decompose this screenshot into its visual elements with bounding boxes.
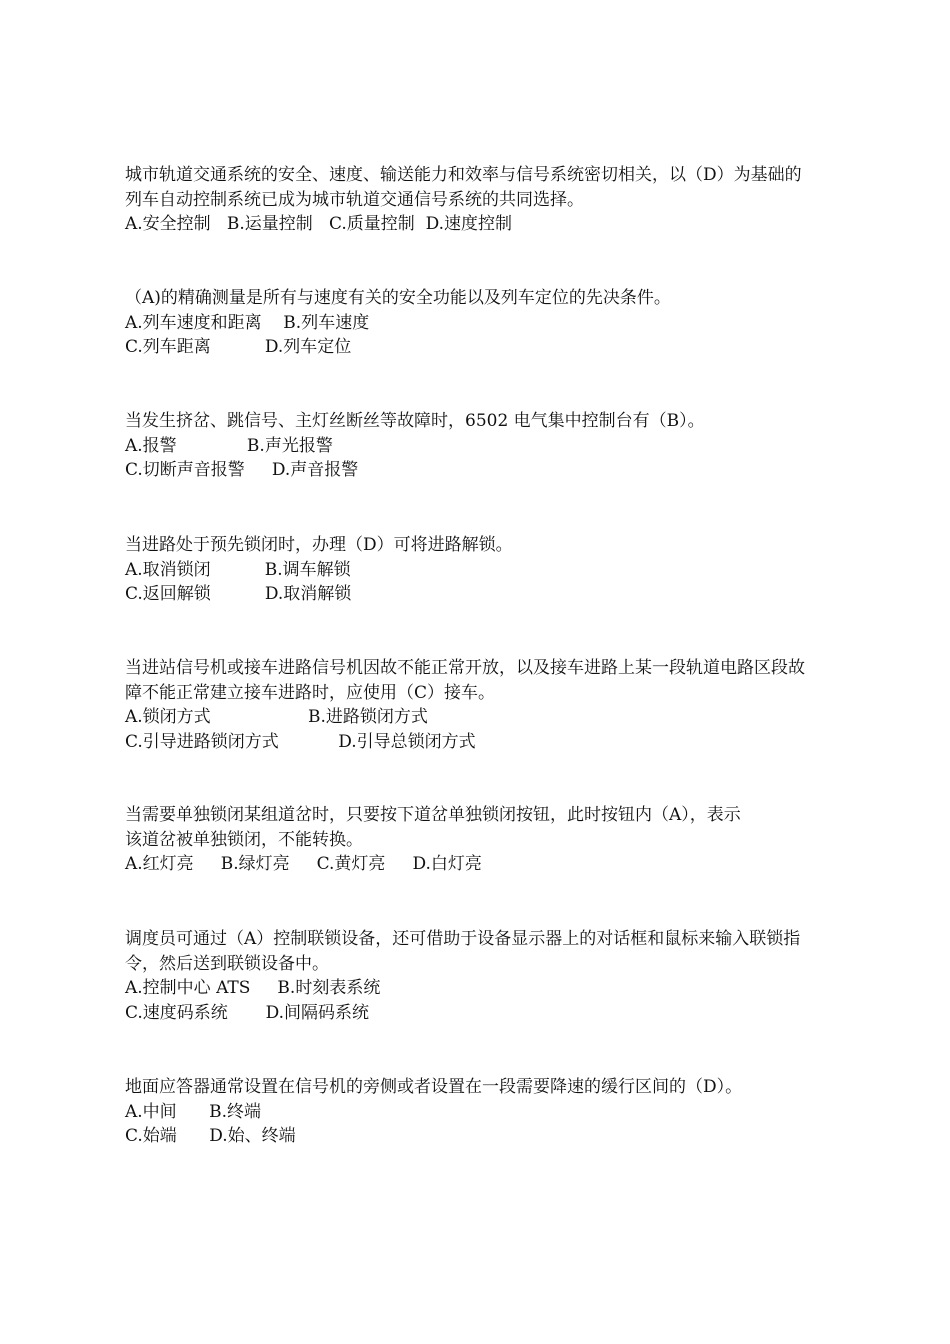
question-7 [125, 927, 845, 1025]
question-1 [125, 163, 845, 237]
answer-options: A.报警 B.声光报警 [125, 435, 333, 456]
answer-options: C.始端 D.始、终端 [125, 1126, 296, 1147]
answer-options: A.中间 B.终端 [125, 1101, 261, 1122]
question-text: 当需要单独锁闭某组道岔时，只要按下道岔单独锁闭按钮，此时按钮内（A），表示 [125, 805, 741, 825]
question-text: 该道岔被单独锁闭，不能转换。 [125, 829, 363, 850]
question-3 [125, 409, 845, 483]
answer-options: C.返回解锁 D.取消解锁 [125, 584, 352, 605]
question-text: 当进站信号机或接车进路信号机因故不能正常开放，以及接车进路上某一段轨道电路区段故 [125, 658, 805, 678]
question-text: 障不能正常建立接车进路时，应使用（C）接车。 [125, 682, 496, 703]
question-text: 当进路处于预先锁闭时，办理（D）可将进路解锁。 [125, 535, 513, 555]
question-6 [125, 803, 845, 877]
question-text: （A)的精确测量是所有与速度有关的安全功能以及列车定位的先决条件。 [125, 288, 671, 308]
question-2 [125, 286, 845, 360]
question-text: 列车自动控制系统已成为城市轨道交通信号系统的共同选择。 [125, 189, 584, 210]
question-4 [125, 533, 845, 607]
answer-options: A.红灯亮 B.绿灯亮 C.黄灯亮 D.白灯亮 [125, 854, 482, 875]
answer-options: A.锁闭方式 B.进路锁闭方式 [125, 707, 428, 728]
answer-options: C.切断声音报警 D.声音报警 [125, 460, 359, 481]
question-text: 调度员可通过（A）控制联锁设备，还可借助于设备显示器上的对话框和鼠标来输入联锁指 [125, 929, 801, 949]
question-text: 当发生挤岔、跳信号、主灯丝断丝等故障时，6502 电气集中控制台有（B）。 [125, 411, 705, 431]
answer-options: A.取消锁闭 B.调车解锁 [125, 559, 351, 580]
answer-options: C.引导进路锁闭方式 D.引导总锁闭方式 [125, 731, 476, 752]
answer-options: A.安全控制 B.运量控制 C.质量控制 D.速度控制 [125, 214, 513, 235]
answer-options: A.控制中心 ATS B.时刻表系统 [125, 978, 381, 999]
question-8 [125, 1075, 845, 1149]
answer-options: C.速度码系统 D.间隔码系统 [125, 1002, 370, 1023]
answer-options: A.列车速度和距离 B.列车速度 [125, 312, 370, 333]
question-5 [125, 656, 845, 754]
question-text: 城市轨道交通系统的安全、速度、输送能力和效率与信号系统密切相关，以（D）为基础的 [125, 165, 802, 185]
question-text: 地面应答器通常设置在信号机的旁侧或者设置在一段需要降速的缓行区间的（D）。 [125, 1077, 743, 1097]
question-text: 令，然后送到联锁设备中。 [125, 953, 329, 974]
answer-options: C.列车距离 D.列车定位 [125, 337, 352, 358]
